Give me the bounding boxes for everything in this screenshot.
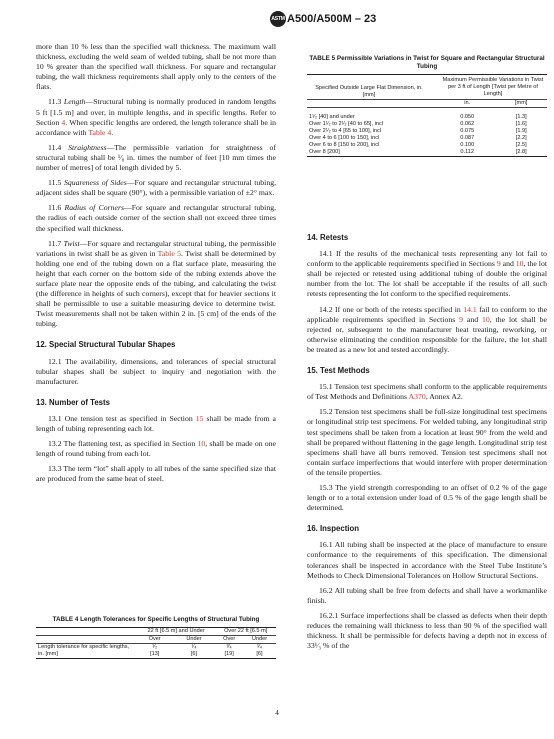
section-4-link[interactable]: 4 bbox=[61, 117, 66, 127]
section-11-5: 11.5 Squareness of Sides—For square and rectangular structural tubing, adjacent sides shall be square (90°), with a permissible variation of ±2° max. bbox=[36, 178, 277, 198]
table-cell: ¹⁄₂ [13] bbox=[150, 644, 160, 657]
table-5-unit-mm: [mm] bbox=[515, 100, 528, 106]
table-row: 1¹⁄₂ [40] and under 0.050 [1.3] bbox=[309, 113, 527, 120]
heading-section-16: 16. Inspection bbox=[307, 524, 359, 534]
section-9-link[interactable]: 9 bbox=[496, 259, 501, 269]
astm-logo-icon: ASTM bbox=[270, 11, 286, 27]
table-row: Over 6 to 8 [150 to 200], incl 0.100 [2.5] bbox=[309, 141, 527, 148]
right-column bbox=[307, 233, 547, 651]
a370-link[interactable]: A370 bbox=[408, 392, 426, 402]
section-13-2: 13.2 The flattening test, as specified in Section 10, shall be made on one length of round tubing from each lot. bbox=[36, 439, 276, 459]
section-12-1: 12.1 The availability, dimensions, and tolerances of special structural tubular shapes shall be subject to inquiry and negotiation with the manufacturer. bbox=[36, 356, 276, 386]
table-4-header-over: Over bbox=[223, 636, 236, 642]
table-row: Over 8 [200] 0.112 [2.8] bbox=[307, 149, 547, 157]
section-10-link[interactable]: 10 bbox=[197, 439, 206, 449]
table-5-col2-header: Maximum Permissible Variations in Twist per 3 ft of Length [Twist per Metre of Length] bbox=[442, 77, 544, 97]
table-4-row-label: Length tolerance for specific lengths, in. [mm] bbox=[38, 644, 130, 657]
page-number: 4 bbox=[275, 709, 279, 717]
section-11-6: 11.6 Radius of Corners—For square and rectangular structural tubing, the radius of each outside corner of the section shall not exceed three times the specified wall thickness. bbox=[36, 203, 277, 233]
table-row: Over 2¹⁄₂ to 4 [65 to 100], incl 0.075 [1.9] bbox=[309, 127, 527, 134]
table-row: Over 1¹⁄₂ to 2¹⁄₂ [40 to 65], incl 0.062 [1.6] bbox=[309, 120, 527, 127]
table-4-title: TABLE 4 Length Tolerances for Specific Lengths of Structural Tubing bbox=[52, 616, 260, 623]
section-10-link[interactable]: 10 bbox=[482, 314, 490, 324]
section-15-2: 15.2 Tension test specimens shall be full-size longitudinal test specimens or longitudinal strip test specimens. For welded tubing, any longitudinal strip test specimens shall be taken from a location at least 90° from the weld and shall be prepared without flattening in the gage length. Longitudinal strip test specimens shall have all burrs removed. Tension test specimens shall not contain surface imperfections that would interfere with proper determination of the tensile properties. bbox=[307, 407, 547, 477]
table-4-header-over: Over bbox=[148, 636, 161, 642]
table-cell: ¹⁄₄ [6] bbox=[256, 644, 263, 657]
page-header bbox=[0, 6, 554, 32]
section-15-link[interactable]: 15 bbox=[195, 413, 204, 423]
section-13-3: 13.3 The term “lot” shall apply to all tubes of the same specified size that are produced from the same heat of steel. bbox=[36, 464, 276, 484]
table-4-group-1: 22 ft [6.5 m] and Under bbox=[147, 628, 205, 634]
table-cell: ³⁄₄ [19] bbox=[224, 644, 234, 657]
table-5-unit-in: in. bbox=[464, 100, 471, 106]
heading-section-14: 14. Retests bbox=[307, 233, 349, 242]
table-5-col1-header: Specified Outside Large Flat Dimension, in. [mm] bbox=[315, 85, 423, 98]
table-5-title: TABLE 5 Permissible Variations in Twist for Square and Rectangular Structural Tubing bbox=[309, 55, 545, 70]
section-9-link[interactable]: 9 bbox=[459, 314, 464, 324]
section-13-1: 13.1 One tension test as specified in Section 15 shall be made from a length of tubing representing each lot. bbox=[36, 413, 276, 433]
section-11-7: 11.7 Twist—For square and rectangular structural tubing, the permissible variations in twist shall be as given in Table 5. Twist shall be determined by holding one end of the tubing down on a flat surface plate, measuring the height that each corner on the bottom side of the tubing extends above the surface plate near the opposite ends of the tubing, and calculating the twist (the difference in heights of such corners), except that for heavier sections it shall be permissible to use a suitable measuring device to determine twist. Twist measurements shall not be taken within 2 in. [5 cm] of the ends of the tubing. bbox=[36, 238, 276, 329]
table-4 bbox=[36, 616, 276, 659]
heading-section-15: 15. Test Methods bbox=[307, 366, 370, 376]
section-16-1: 16.1 All tubing shall be inspected at the place of manufacture to ensure conformance to the requirements of this specification. The dimensional tolerances shall be inspected in accordance with the Steel Tube Institute’s Methods to Check Dimensional Tolerances on Hollow Structural Sections. bbox=[307, 540, 547, 580]
table-4-header-under: Under bbox=[186, 636, 202, 642]
heading-section-13: 13. Number of Tests bbox=[36, 397, 110, 407]
standard-designation: A500/A500M – 23 bbox=[287, 13, 377, 25]
heading-section-12: 12. Special Structural Tubular Shapes bbox=[36, 340, 176, 350]
section-11-4: 11.4 Straightness—The permissible variation for straightness of structural tubing shall be ¹⁄₈ in. times the number of feet [10 mm times the number of metres] of total length divided by 5. bbox=[36, 142, 276, 173]
table-4-group-2: Over 22 ft [6.5 m] bbox=[224, 628, 268, 634]
table-4-header-under: Under bbox=[251, 636, 268, 642]
left-column bbox=[36, 42, 276, 484]
paragraph-continuation: more than 10 % less than the specified wall thickness. The maximum wall thickness, excluding the weld seam of welded tubing, shall be not more than 10 % greater than the specified wall thickness. For square and rectangular tubing, the wall thickness requirements shall apply only to the centers of the flats. bbox=[36, 42, 276, 92]
table-4-link[interactable]: Table 4 bbox=[88, 127, 112, 137]
section-15-3: 15.3 The yield strength corresponding to an offset of 0.2 % of the gage length or to a total extension under load of 0.5 % of the gage length shall be determined. bbox=[307, 482, 547, 513]
section-14-2: 14.2 If one or both of the retests specified in 14.1 fail to conform to the applicable requirements specified in Sections 9 and 10, the lot shall be rejected or, subsequent to the manufacturer heat treating, reworking, or otherwise eliminating the condition responsible for the failure, the lot shall be treated as a new lot and tested accordingly. bbox=[307, 304, 548, 354]
table-cell: ¹⁄₄ [6] bbox=[190, 644, 198, 657]
section-14-1-link[interactable]: 14.1 bbox=[463, 304, 477, 314]
table-row: Over 4 to 6 [100 to 150], incl 0.087 [2.2] bbox=[309, 134, 527, 141]
table-4-grid bbox=[36, 627, 276, 659]
table-5 bbox=[307, 55, 547, 157]
section-16-2: 16.2 All tubing shall be free from defects and shall have a workmanlike finish. bbox=[307, 585, 547, 605]
section-10-link[interactable]: 10 bbox=[515, 259, 524, 269]
section-16-2-1: 16.2.1 Surface imperfections shall be classed as defects when their depth reduces the remaining wall thickness to less than 90 % of the specified wall thickness. It shall be permissible for defects having a depth not in excess of 33¹⁄₃ % of the bbox=[307, 610, 547, 651]
table-5-grid bbox=[307, 74, 547, 157]
section-11-3: 11.3 Length—Structural tubing is normally produced in random lengths 5 ft [1.5 m] and over, in multiple lengths, and in specific lengths. Refer to Section 4. When specific lengths are ordered, the length tolerance shall be in accordance with Table 4. bbox=[36, 97, 276, 137]
table-5-link[interactable]: Table 5 bbox=[157, 248, 181, 258]
section-15-1: 15.1 Tension test specimens shall conform to the applicable requirements of Test Methods and Definitions A370, Annex A2. bbox=[307, 382, 547, 402]
section-14-1: 14.1 If the results of the mechanical tests representing any lot fail to conform to the applicable requirements specified in Sections 9 and 10, the lot shall be rejected or retested using additional tubing of double the original number from the lot. The lot shall be acceptable if the results of all such retests representing the lot conform to the specified requirements. bbox=[307, 249, 547, 299]
